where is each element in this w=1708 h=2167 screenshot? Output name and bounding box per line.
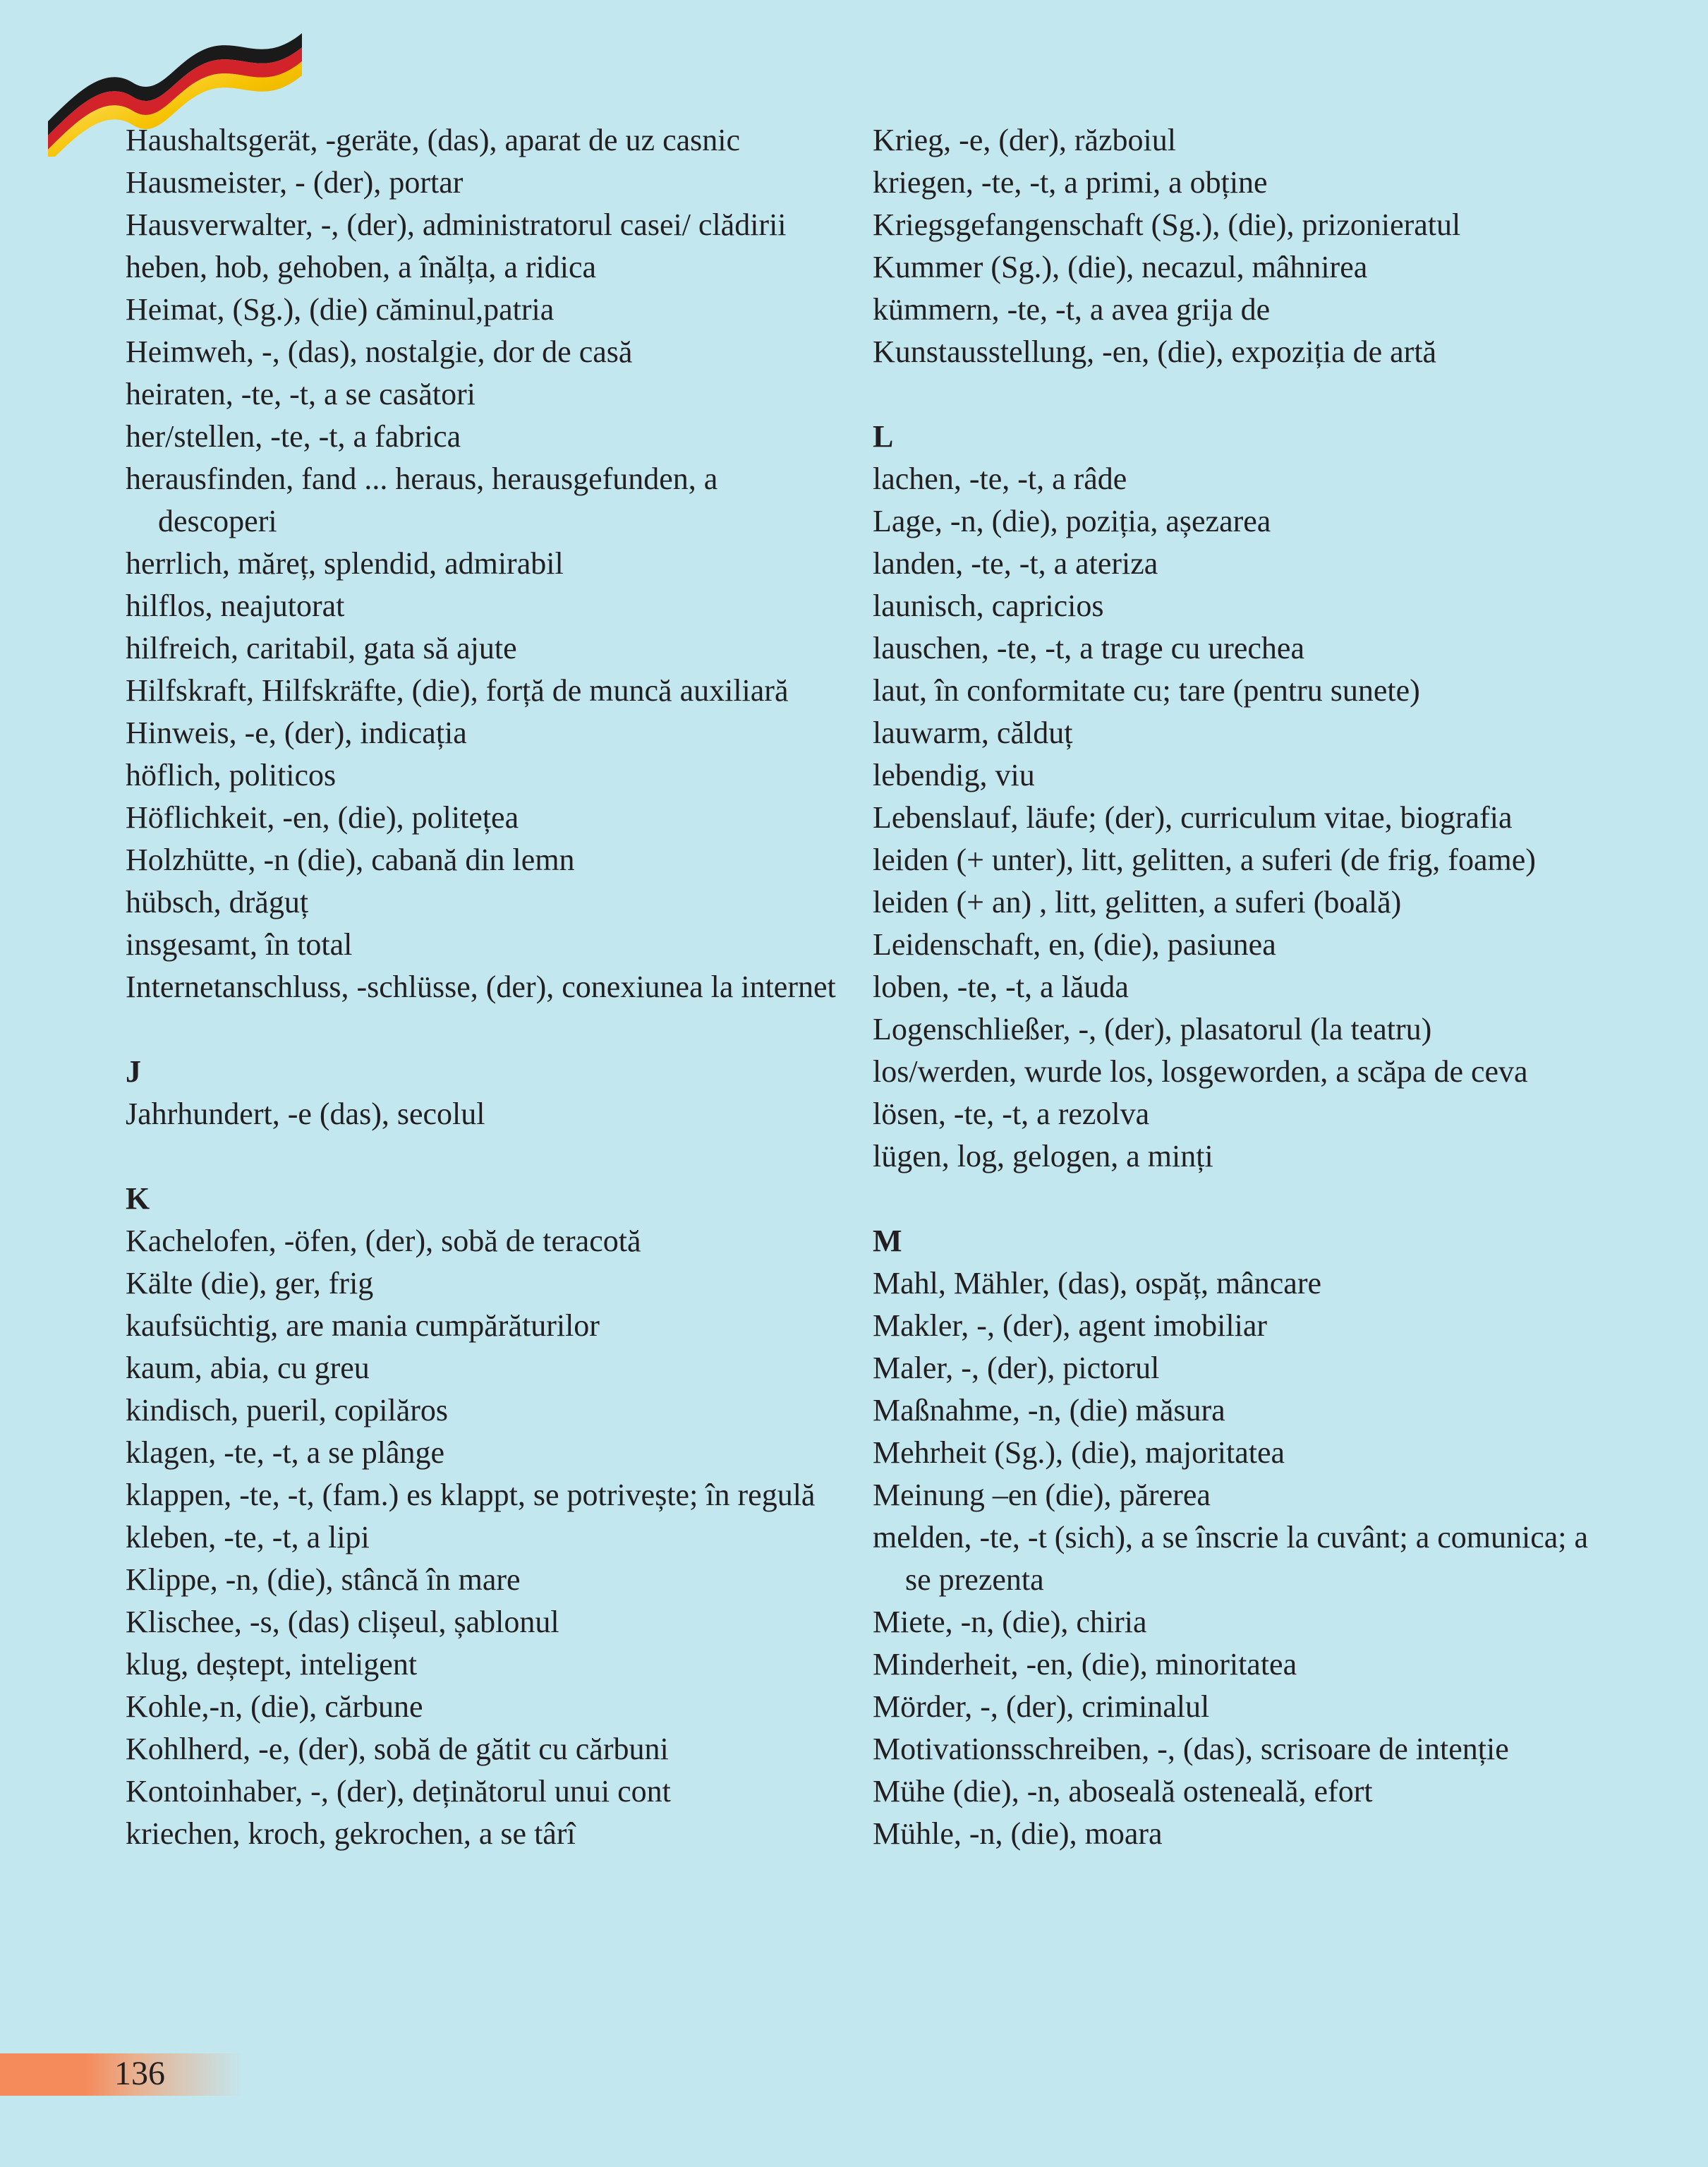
glossary-entry: Kohlherd, -e, (der), sobă de gătit cu cărbuni bbox=[126, 1732, 669, 1766]
glossary-entry: Logenschließer, -, (der), plasatorul (la teatru) bbox=[873, 1012, 1432, 1046]
glossary-entry: kriegen, -te, -t, a primi, a obține bbox=[873, 165, 1268, 200]
glossary-entry: heiraten, -te, -t, a se casători bbox=[126, 377, 476, 411]
glossary-entry: Kachelofen, -öfen, (der), sobă de teracotă bbox=[126, 1224, 641, 1258]
glossary-entry: Klippe, -n, (die), stâncă în mare bbox=[126, 1562, 521, 1597]
glossary-entry: Hilfskraft, Hilfskräfte, (die), forță de muncă auxiliară bbox=[126, 673, 789, 708]
glossary-entry: Kunstausstellung, -en, (die), expoziția de artă bbox=[873, 334, 1437, 369]
glossary-entry: Mörder, -, (der), criminalul bbox=[873, 1689, 1210, 1724]
glossary-entry: lügen, log, gelogen, a minți bbox=[873, 1139, 1213, 1173]
glossary-entry: kindisch, pueril, copilăros bbox=[126, 1393, 449, 1427]
glossary-entry: Hausmeister, - (der), portar bbox=[126, 165, 464, 200]
section-letter-heading: L bbox=[873, 419, 894, 454]
page-number-tab bbox=[0, 2053, 243, 2096]
glossary-entry: kümmern, -te, -t, a avea grija de bbox=[873, 292, 1271, 327]
glossary-entry: loben, -te, -t, a lăuda bbox=[873, 970, 1129, 1004]
glossary-entry: Mehrheit (Sg.), (die), majoritatea bbox=[873, 1435, 1285, 1470]
right-glossary-column bbox=[873, 119, 1621, 1855]
glossary-entry: melden, -te, -t (sich), a se înscrie la cuvânt; a comunica; a se prezenta bbox=[873, 1520, 1589, 1597]
left-glossary-column bbox=[126, 119, 838, 1855]
glossary-entry: klappen, -te, -t, (fam.) es klappt, se potrivește; în regulă bbox=[126, 1478, 816, 1512]
glossary-entry: laut, în conformitate cu; tare (pentru sunete) bbox=[873, 673, 1420, 708]
glossary-entry: Klischee, -s, (das) clișeul, șablonul bbox=[126, 1605, 559, 1639]
glossary-entry: hilfreich, caritabil, gata să ajute bbox=[126, 631, 517, 665]
glossary-entry: klug, deștept, inteligent bbox=[126, 1647, 418, 1682]
glossary-entry: landen, -te, -t, a ateriza bbox=[873, 546, 1158, 581]
glossary-entry: insgesamt, în total bbox=[126, 927, 353, 962]
glossary-entry: Leidenschaft, en, (die), pasiunea bbox=[873, 927, 1276, 962]
glossary-entry: kaufsüchtig, are mania cumpărăturilor bbox=[126, 1308, 600, 1343]
glossary-entry: Maler, -, (der), pictorul bbox=[873, 1351, 1160, 1385]
glossary-entry: lauwarm, călduț bbox=[873, 716, 1073, 750]
glossary-entry: Haushaltsgerät, -geräte, (das), aparat de uz casnic bbox=[126, 123, 740, 157]
section-letter-heading: K bbox=[126, 1181, 150, 1216]
glossary-entry: Minderheit, -en, (die), minoritatea bbox=[873, 1647, 1297, 1682]
glossary-entry: kriechen, kroch, gekrochen, a se târî bbox=[126, 1816, 576, 1851]
glossary-entry: Kälte (die), ger, frig bbox=[126, 1266, 374, 1300]
glossary-entry: Holzhütte, -n (die), cabană din lemn bbox=[126, 843, 575, 877]
glossary-entry: Maßnahme, -n, (die) măsura bbox=[873, 1393, 1225, 1427]
glossary-entry: Internetanschluss, -schlüsse, (der), conexiunea la internet bbox=[126, 970, 836, 1004]
glossary-entry: klagen, -te, -t, a se plânge bbox=[126, 1435, 445, 1470]
glossary-entry: leiden (+ an) , litt, gelitten, a suferi (boală) bbox=[873, 885, 1402, 919]
glossary-entry: Kontoinhaber, -, (der), deținătorul unui cont bbox=[126, 1774, 671, 1809]
glossary-entry: kaum, abia, cu greu bbox=[126, 1351, 370, 1385]
glossary-entry: los/werden, wurde los, losgeworden, a scăpa de ceva bbox=[873, 1054, 1528, 1089]
glossary-entry: höflich, politicos bbox=[126, 758, 337, 792]
glossary-entry: Krieg, -e, (der), războiul bbox=[873, 123, 1177, 157]
glossary-entry: her/stellen, -te, -t, a fabrica bbox=[126, 419, 461, 454]
glossary-entry: Lebenslauf, läufe; (der), curriculum vitae, biografia bbox=[873, 800, 1513, 835]
glossary-entry: herrlich, măreț, splendid, admirabil bbox=[126, 546, 564, 581]
glossary-entry: heben, hob, gehoben, a înălța, a ridica bbox=[126, 250, 597, 284]
glossary-entry: lachen, -te, -t, a râde bbox=[873, 461, 1127, 496]
glossary-entry: Mühe (die), -n, aboseală osteneală, efort bbox=[873, 1774, 1373, 1809]
glossary-entry: Hausverwalter, -, (der), administratorul casei/ clădirii bbox=[126, 207, 787, 242]
glossary-entry: Jahrhundert, -e (das), secolul bbox=[126, 1097, 485, 1131]
glossary-entry: Kohle,-n, (die), cărbune bbox=[126, 1689, 423, 1724]
glossary-entry: Miete, -n, (die), chiria bbox=[873, 1605, 1147, 1639]
glossary-entry: Mahl, Mähler, (das), ospăț, mâncare bbox=[873, 1266, 1322, 1300]
glossary-entry: hübsch, drăguț bbox=[126, 885, 309, 919]
glossary-entry: lösen, -te, -t, a rezolva bbox=[873, 1097, 1150, 1131]
page-number: 136 bbox=[114, 2055, 165, 2092]
glossary-entry: kleben, -te, -t, a lipi bbox=[126, 1520, 370, 1555]
glossary-entry: Makler, -, (der), agent imobiliar bbox=[873, 1308, 1268, 1343]
glossary-entry: Meinung –en (die), părerea bbox=[873, 1478, 1211, 1512]
glossary-entry: Heimweh, -, (das), nostalgie, dor de casă bbox=[126, 334, 633, 369]
glossary-entry: Höflichkeit, -en, (die), politețea bbox=[126, 800, 519, 835]
glossary-entry: herausfinden, fand ... heraus, herausgefunden, a descoperi bbox=[126, 461, 718, 538]
glossary-entry: Heimat, (Sg.), (die) căminul,patria bbox=[126, 292, 555, 327]
section-letter-heading: J bbox=[126, 1054, 141, 1089]
glossary-entry: hilflos, neajutorat bbox=[126, 588, 345, 623]
glossary-entry: Hinweis, -e, (der), indicația bbox=[126, 716, 467, 750]
glossary-entry: Kriegsgefangenschaft (Sg.), (die), prizonieratul bbox=[873, 207, 1461, 242]
glossary-entry: lauschen, -te, -t, a trage cu urechea bbox=[873, 631, 1304, 665]
glossary-entry: lebendig, viu bbox=[873, 758, 1035, 792]
glossary-entry: Mühle, -n, (die), moara bbox=[873, 1816, 1163, 1851]
glossary-entry: leiden (+ unter), litt, gelitten, a suferi (de frig, foame) bbox=[873, 843, 1536, 877]
glossary-entry: Motivationsschreiben, -, (das), scrisoare de intenție bbox=[873, 1732, 1509, 1766]
glossary-entry: Lage, -n, (die), poziția, așezarea bbox=[873, 504, 1271, 538]
section-letter-heading: M bbox=[873, 1224, 902, 1258]
glossary-entry: Kummer (Sg.), (die), necazul, mâhnirea bbox=[873, 250, 1368, 284]
glossary-entry: launisch, capricios bbox=[873, 588, 1104, 623]
